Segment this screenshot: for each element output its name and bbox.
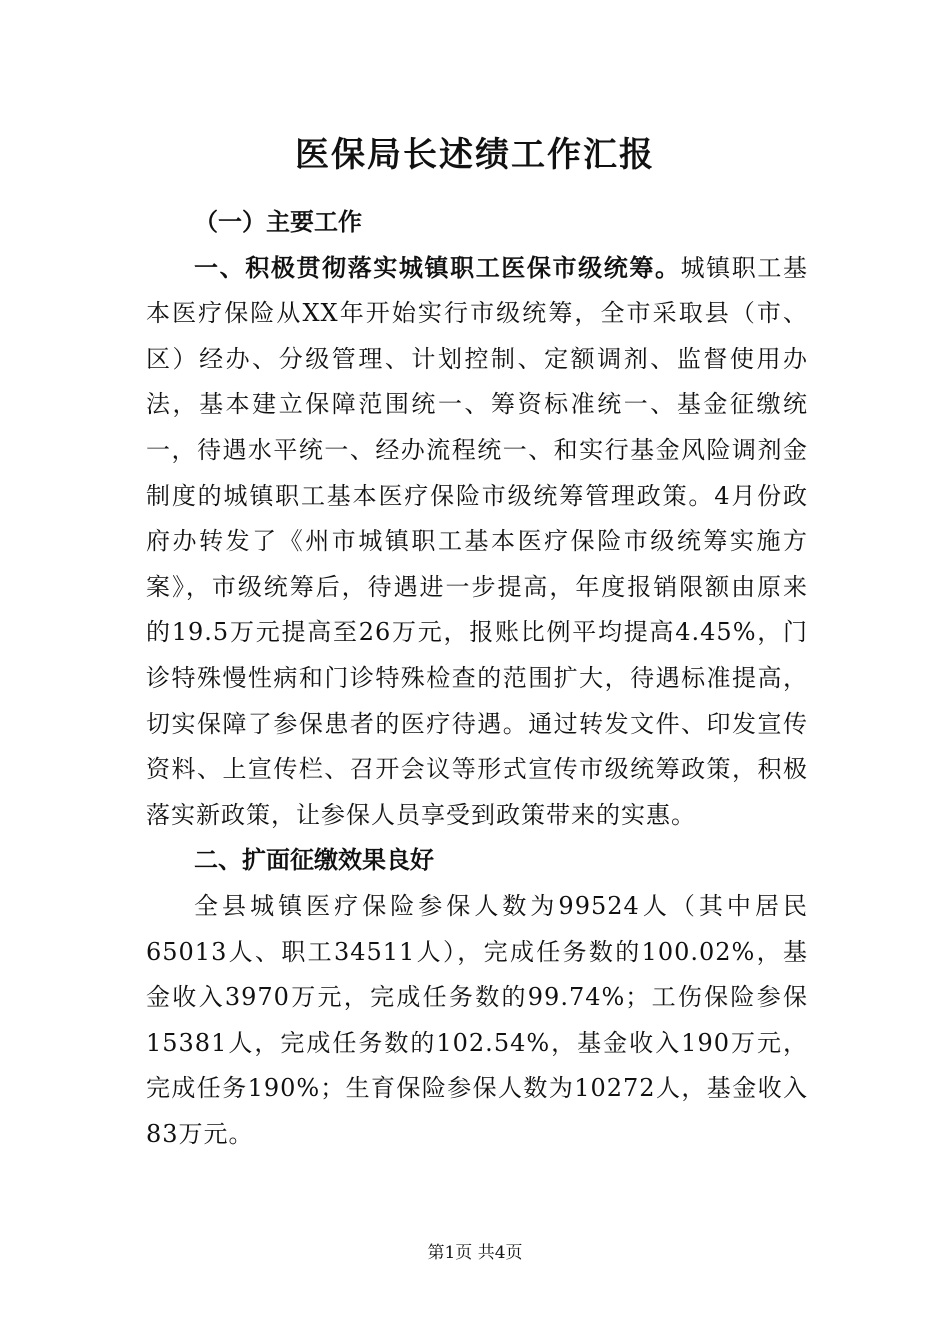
item1-text: 城镇职工基本医疗保险从XX年开始实行市级统筹，全市采取县（市、区）经办、分级管理、计划控制、定额调剂、监督使用办法，基本建立保障范围统一、筹资标准统一、基金征缴统一，待遇水平统一、经办流程统一、和实行基金风险调剂金制度的城镇职工基本医疗保险市级统筹管理政策。4月份政府办转发了《州市城镇职工基本医疗保险市级统筹实施方案》，市级统筹后，待遇进一步提高，年度报销限额由原来的19.5万元提高至26万元，报账比例平均提高4.45%，门诊特殊慢性病和门诊特殊检查的范围扩大，待遇标准提高，切实保障了参保患者的医疗待遇。通过转发文件、印发宣传资料、上宣传栏、召开会议等形式宣传市级统筹政策，积极落实新政策，让参保人员享受到政策带来的实惠。 bbox=[146, 253, 809, 829]
paragraph-item1 bbox=[146, 246, 808, 839]
section-heading: （一）主要工作 bbox=[194, 208, 362, 236]
document-body bbox=[146, 200, 808, 1157]
document-title: 医保局长述绩工作汇报 bbox=[295, 135, 655, 175]
page-footer: 第1页 共4页 bbox=[427, 1243, 523, 1263]
item2-heading: 二、扩面征缴效果良好 bbox=[194, 846, 434, 875]
item1-lead: 一、积极贯彻落实城镇职工医保市级统筹。 bbox=[194, 253, 681, 282]
paragraph-item2: 全县城镇医疗保险参保人数为99524人（其中居民65013人、职工34511人），完成任务数的100.02%，基金收入3970万元，完成任务数的99.74%；工伤保险参保15381人，完成任务数的102.54%，基金收入190万元，完成任务190%；生育保险参保人数为10272人，基金收入83万元。 bbox=[146, 891, 808, 1148]
